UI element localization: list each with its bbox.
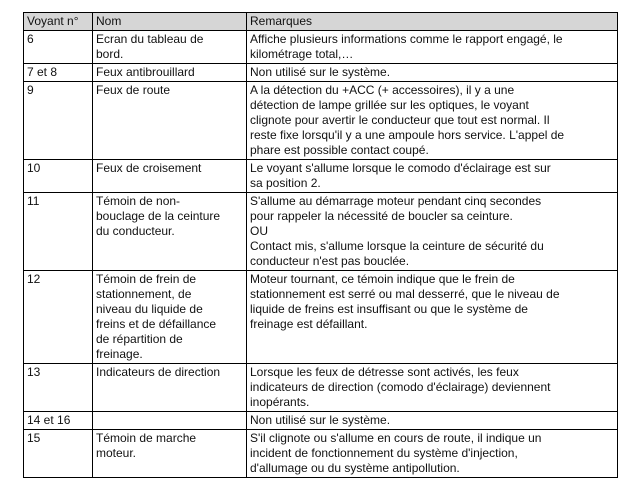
cell-remarques-line: phare est possible contact coupé.: [250, 143, 429, 157]
cell-nom-line: Feux antibrouillard: [96, 65, 195, 79]
cell-nom-line: Témoin de non-: [96, 194, 181, 208]
cell-remarques-line: A la détection du +ACC (+ accessoires), il y a une: [250, 83, 515, 97]
table-row: [24, 82, 618, 160]
cell-nom: [93, 82, 247, 160]
cell-remarques-line: conducteur n'est pas bouclée.: [250, 254, 410, 268]
cell-remarques-line: S'il clignote ou s'allume en cours de route, il indique un: [250, 431, 542, 445]
cell-remarques-line: Non utilisé sur le système.: [250, 413, 391, 427]
cell-remarques-line: freinage est défaillant.: [250, 317, 368, 331]
cell-remarques: [247, 82, 618, 160]
cell-remarques: [247, 430, 618, 478]
cell-voyant: 10: [24, 160, 93, 193]
cell-remarques-line: OU: [250, 224, 268, 238]
cell-nom-line: Feux de route: [96, 83, 171, 97]
cell-remarques-line: détection de lampe grillée sur les optiques, le voyant: [250, 98, 529, 112]
cell-nom-line: bouclage de la ceinture: [96, 209, 221, 223]
cell-nom-line: freinage.: [96, 347, 143, 361]
cell-remarques-line: Contact mis, s'allume lorsque la ceinture de sécurité du: [250, 239, 544, 253]
cell-nom: [93, 364, 247, 412]
cell-nom-line: moteur.: [96, 446, 137, 460]
cell-remarques-line: clignote pour avertir le conducteur que tout est normal. Il: [250, 113, 550, 127]
cell-remarques-line: reste fixe lorsqu'il y a une ampoule hors service. L'appel de: [250, 128, 565, 142]
cell-voyant: 6: [24, 31, 93, 64]
cell-voyant: 13: [24, 364, 93, 412]
cell-remarques: [247, 160, 618, 193]
cell-voyant: 15: [24, 430, 93, 478]
cell-nom-line: Témoin de marche: [96, 431, 197, 445]
cell-remarques-line: Affiche plusieurs informations comme le rapport engagé, le: [250, 32, 563, 46]
cell-remarques-line: d'allumage ou du système antipollution.: [250, 461, 460, 475]
cell-nom: [93, 160, 247, 193]
cell-remarques-line: inopérants.: [250, 395, 310, 409]
cell-remarques-line: Le voyant s'allume lorsque le comodo d'éclairage est sur: [250, 161, 551, 175]
cell-remarques: [247, 364, 618, 412]
cell-remarques: [247, 193, 618, 271]
cell-remarques-line: incident de fonctionnement du système d'injection,: [250, 446, 518, 460]
cell-nom-line: niveau du liquide de: [96, 302, 203, 316]
table-row: [24, 412, 618, 430]
table-row: [24, 160, 618, 193]
cell-nom-line: Témoin de frein de: [96, 272, 197, 286]
cell-nom-line: Feux de croisement: [96, 161, 202, 175]
cell-remarques: [247, 271, 618, 364]
cell-nom-line: de répartition de: [96, 332, 183, 346]
cell-voyant: 14 et 16: [24, 412, 93, 430]
cell-remarques-line: indicateurs de direction (comodo d'éclairage) deviennent: [250, 380, 551, 394]
table-row: [24, 64, 618, 82]
cell-remarques-line: kilométrage total,…: [250, 47, 354, 61]
table-row: [24, 364, 618, 412]
cell-nom-line: freins et de défaillance: [96, 317, 217, 331]
cell-nom-line: stationnement, de: [96, 287, 192, 301]
cell-voyant: 7 et 8: [24, 64, 93, 82]
cell-voyant: 11: [24, 193, 93, 271]
cell-remarques-line: sa position 2.: [250, 176, 321, 190]
cell-nom: [93, 271, 247, 364]
cell-voyant: 9: [24, 82, 93, 160]
cell-remarques-line: Non utilisé sur le système.: [250, 65, 391, 79]
cell-remarques-line: pour rappeler la nécessité de boucler sa ceinture.: [250, 209, 513, 223]
voyants-table: [23, 12, 618, 478]
cell-remarques: [247, 412, 618, 430]
cell-remarques-line: liquide de freins est insuffisant ou que le système de: [250, 302, 528, 316]
cell-nom: [93, 430, 247, 478]
cell-nom-line: bord.: [96, 47, 124, 61]
cell-nom: [93, 412, 247, 430]
cell-remarques-line: stationnement est serré ou mal desserré, que le niveau de: [250, 287, 560, 301]
table-row: [24, 31, 618, 64]
header-voyant: Voyant n°: [24, 13, 93, 31]
header-remarques: Remarques: [247, 13, 618, 31]
cell-remarques: [247, 31, 618, 64]
table-header-row: [24, 13, 618, 31]
cell-nom: [93, 31, 247, 64]
cell-nom: [93, 64, 247, 82]
table-row: [24, 430, 618, 478]
cell-nom-line: du conducteur.: [96, 224, 175, 238]
table-row: [24, 271, 618, 364]
cell-nom-line: Ecran du tableau de: [96, 32, 204, 46]
cell-remarques-line: Lorsque les feux de détresse sont activés, les feux: [250, 365, 519, 379]
cell-remarques-line: S'allume au démarrage moteur pendant cinq secondes: [250, 194, 542, 208]
cell-voyant: 12: [24, 271, 93, 364]
cell-remarques: [247, 64, 618, 82]
table-body: [24, 31, 618, 478]
table-row: [24, 193, 618, 271]
cell-remarques-line: Moteur tournant, ce témoin indique que le frein de: [250, 272, 515, 286]
cell-nom-line: Indicateurs de direction: [96, 365, 221, 379]
header-nom: Nom: [93, 13, 247, 31]
cell-nom: [93, 193, 247, 271]
